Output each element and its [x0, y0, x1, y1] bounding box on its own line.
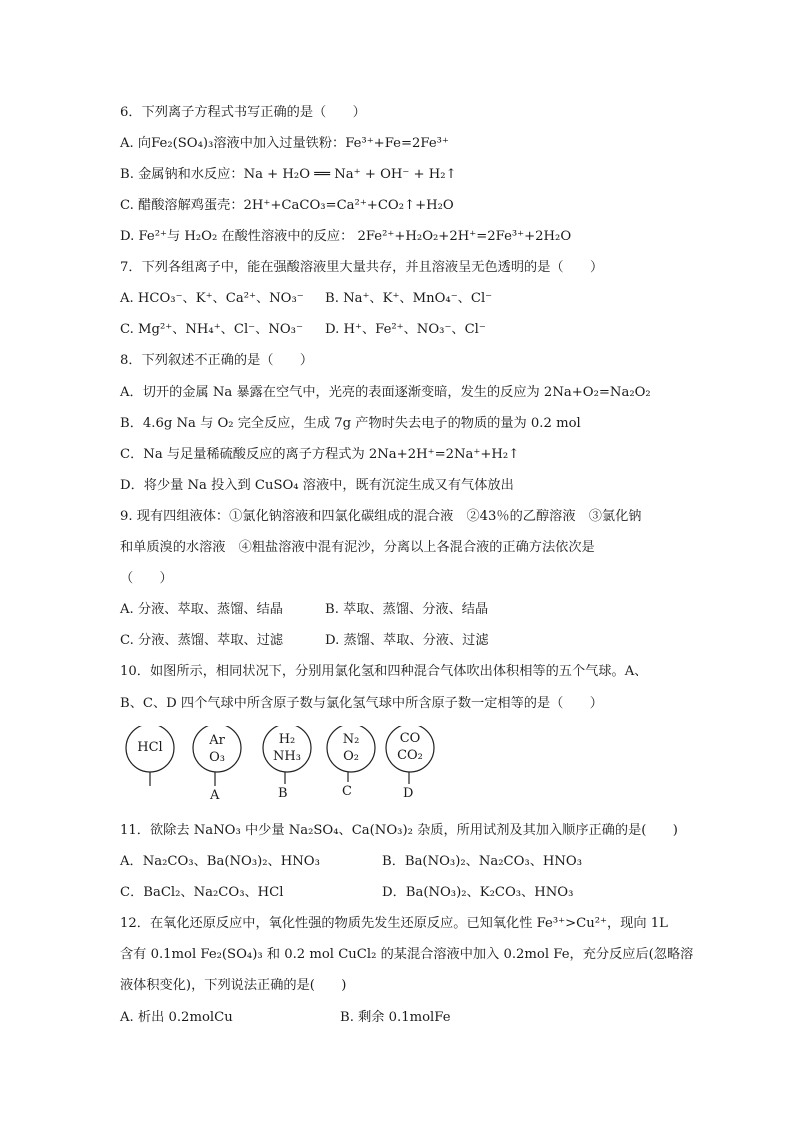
q11-option-c: C．BaCl₂、Na₂CO₃、HCl: [120, 885, 284, 900]
q6-option-d: D. Fe²⁺与 H₂O₂ 在酸性溶液中的反应： 2Fe²⁺+H₂O₂+2H⁺=2Fe³⁺+2H₂O: [120, 229, 572, 244]
q9-option-b: B. 萃取、蒸馏、分液、结晶: [325, 602, 489, 617]
balloon-b-top: H₂: [278, 732, 296, 747]
balloon-a-label: A: [210, 788, 220, 803]
q8-option-a: A．切开的金属 Na 暴露在空气中，光亮的表面逐渐变暗，发生的反应为 2Na+O₂=Na₂O₂: [120, 385, 651, 400]
q8-option-b: B．4.6g Na 与 O₂ 完全反应，生成 7g 产物时失去电子的物质的量为 0.2 mol: [120, 416, 581, 431]
q11-stem: 11．欲除去 NaNO₃ 中少量 Na₂SO₄、Ca(NO₃)₂ 杂质，所用试剂及其加入顺序正确的是( ): [120, 823, 678, 838]
balloon-b-label: B: [278, 786, 288, 801]
q12-stem-line2: 含有 0.1mol Fe₂(SO₄)₃ 和 0.2 mol CuCl₂ 的某混合溶液中加入 0.2mol Fe，充分反应后(忽略溶: [120, 947, 694, 962]
q6-option-a: A. 向Fe₂(SO₄)₃溶液中加入过量铁粉：Fe³⁺+Fe=2Fe³⁺: [120, 136, 449, 151]
balloon-a-top: Ar: [209, 733, 225, 748]
q12-option-a: A. 析出 0.2molCu: [120, 1010, 233, 1025]
q9-stem-line3: （ ）: [120, 571, 173, 586]
balloon-hcl: [126, 726, 174, 786]
q7-option-a: A. HCO₃⁻、K⁺、Ca²⁺、NO₃⁻: [120, 291, 304, 306]
balloon-a-bottom: O₃: [209, 750, 225, 765]
balloon-d-bottom: CO₂: [397, 748, 423, 763]
q10-stem-line1: 10．如图所示，相同状况下，分别用氯化氢和四种混合气体吹出体积相等的五个气球。A、: [120, 664, 648, 679]
q7-option-b: B. Na⁺、K⁺、MnO₄⁻、Cl⁻: [325, 291, 493, 306]
q7-option-c: C. Mg²⁺、NH₄⁺、Cl⁻、NO₃⁻: [120, 322, 303, 337]
q6-option-b: B. 金属钠和水反应：Na + H₂O ══ Na⁺ + OH⁻ + H₂↑: [120, 167, 457, 182]
q8-option-d: D．将少量 Na 投入到 CuSO₄ 溶液中，既有沉淀生成又有气体放出: [120, 478, 514, 493]
q11-option-b: B．Ba(NO₃)₂、Na₂CO₃、HNO₃: [382, 854, 583, 869]
q6-option-c: C. 醋酸溶解鸡蛋壳：2H⁺+CaCO₃=Ca²⁺+CO₂↑+H₂O: [120, 198, 454, 213]
q8-stem: 8．下列叙述不正确的是（ ）: [120, 353, 314, 368]
q12-stem-line1: 12．在氧化还原反应中，氧化性强的物质先发生还原反应。已知氧化性 Fe³⁺>Cu²⁺，现向 1L: [120, 916, 668, 931]
q9-option-c: C. 分液、蒸馏、萃取、过滤: [120, 633, 284, 648]
q7-stem: 7．下列各组离子中，能在强酸溶液里大量共存，并且溶液呈无色透明的是（ ）: [120, 260, 604, 275]
q7-option-d: D. H⁺、Fe²⁺、NO₃⁻、Cl⁻: [325, 322, 486, 337]
balloon-c-top: N₂: [342, 732, 360, 747]
q9-option-d: D. 蒸馏、萃取、分液、过滤: [325, 633, 489, 648]
q12-stem-line3: 液体积变化)，下列说法正确的是( ): [120, 978, 347, 993]
q10-stem-line2: B、C、D 四个气球中所含原子数与氯化氢气球中所含原子数一定相等的是（ ）: [120, 696, 603, 711]
q9-stem-line1: 9. 现有四组液体：①氯化钠溶液和四氯化碳组成的混合液 ②43％的乙醇溶液 ③氯化钠: [120, 509, 642, 524]
q9-stem-line2: 和单质溴的水溶液 ④粗盐溶液中混有泥沙，分离以上各混合液的正确方法依次是: [120, 540, 595, 555]
balloon-c-bottom: O₂: [343, 749, 359, 764]
q9-option-a: A. 分液、萃取、蒸馏、结晶: [120, 602, 283, 617]
q6-stem: 6．下列离子方程式书写正确的是（ ）: [120, 105, 366, 120]
balloon-figure: [118, 726, 448, 808]
balloon-b-bottom: NH₃: [273, 749, 301, 764]
balloon-d-top: CO: [399, 731, 421, 746]
q11-option-a: A．Na₂CO₃、Ba(NO₃)₂、HNO₃: [120, 854, 320, 869]
q8-option-c: C．Na 与足量稀硫酸反应的离子方程式为 2Na+2H⁺=2Na⁺+H₂↑: [120, 447, 520, 462]
balloon-c-label: C: [342, 784, 352, 799]
balloon-d-label: D: [403, 786, 414, 801]
q12-option-b: B. 剩余 0.1molFe: [340, 1010, 451, 1025]
q11-option-d: D．Ba(NO₃)₂、K₂CO₃、HNO₃: [382, 885, 574, 900]
balloon-hcl-text: HCl: [137, 740, 163, 755]
